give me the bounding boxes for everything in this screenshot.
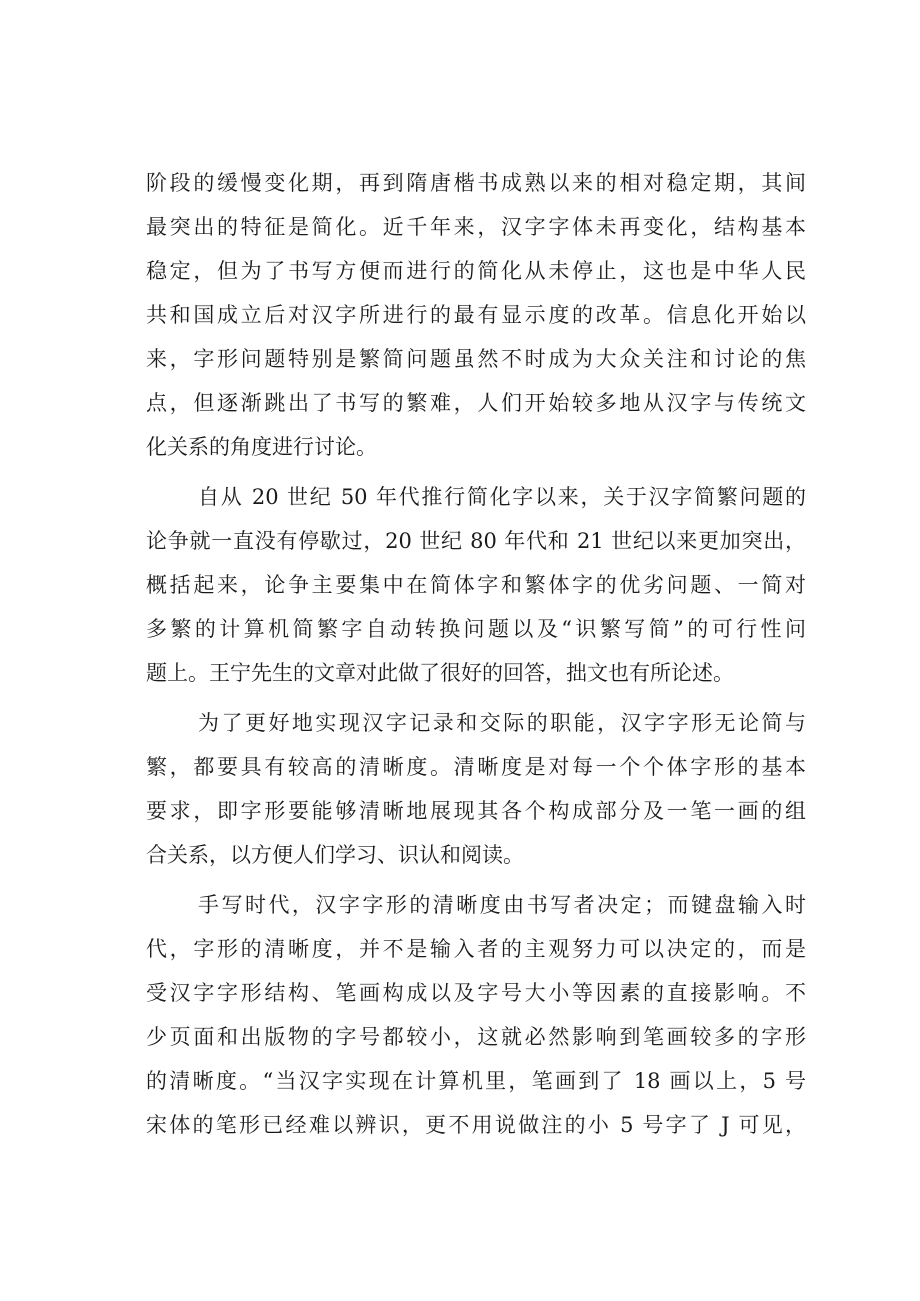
- text-line: 来，字形问题特别是繁简问题虽然不时成为大众关注和讨论的焦: [146, 347, 806, 371]
- text-line: 概括起来，论争主要集中在简体字和繁体字的优劣问题、一简对: [146, 573, 806, 597]
- text-line: 受汉字字形结构、笔画构成以及字号大小等因素的直接影响。不: [146, 981, 806, 1005]
- text-line: 共和国成立后对汉字所进行的最有显示度的改革。信息化开始以: [146, 303, 806, 327]
- text-line: 少页面和出版物的字号都较小，这就必然影响到笔画较多的字形: [146, 1025, 806, 1049]
- text-line: 化关系的角度进行讨论。: [146, 435, 377, 459]
- text-line: 为了更好地实现汉字记录和交际的职能，汉字字形无论简与: [198, 711, 806, 735]
- text-line: 繁，都要具有较高的清晰度。清晰度是对每一个个体字形的基本: [146, 755, 806, 779]
- text-line: 要求，即字形要能够清晰地展现其各个构成部分及一笔一画的组: [146, 799, 806, 823]
- text-line: 稳定，但为了书写方便而进行的简化从未停止，这也是中华人民: [146, 259, 806, 283]
- text-line: 代，字形的清晰度，并不是输入者的主观努力可以决定的，而是: [146, 937, 806, 961]
- paragraph-2: [146, 475, 806, 695]
- paragraph-3: [146, 701, 806, 877]
- paragraph-1: [146, 161, 806, 469]
- text-line: 宋体的笔形已经难以辨识，更不用说做注的小 5 号字了 J 可见，: [146, 1113, 806, 1137]
- text-line: 点，但逐渐跳出了书写的繁难，人们开始较多地从汉字与传统文: [146, 391, 806, 415]
- text-line: 合关系，以方便人们学习、识认和阅读。: [146, 843, 524, 867]
- paragraph-4: [146, 883, 806, 1147]
- text-line: 阶段的缓慢变化期，再到隋唐楷书成熟以来的相对稳定期，其间: [146, 171, 806, 195]
- document-body: [146, 161, 806, 1147]
- text-line: 题上。王宁先生的文章对此做了很好的回答，拙文也有所论述。: [146, 661, 734, 685]
- text-line: 手写时代，汉字字形的清晰度由书写者决定；而键盘输入时: [198, 893, 806, 917]
- text-line: 多繁的计算机简繁字自动转换问题以及“识繁写简”的可行性问: [146, 617, 806, 641]
- text-line: 最突出的特征是简化。近千年来，汉字字体未再变化，结构基本: [146, 215, 806, 239]
- text-line: 论争就一直没有停歇过，20 世纪 80 年代和 21 世纪以来更加突出，: [146, 529, 806, 553]
- text-line: 的清晰度。“当汉字实现在计算机里，笔画到了 18 画以上，5 号: [146, 1069, 806, 1093]
- text-line: 自从 20 世纪 50 年代推行简化字以来，关于汉字简繁问题的: [198, 485, 806, 509]
